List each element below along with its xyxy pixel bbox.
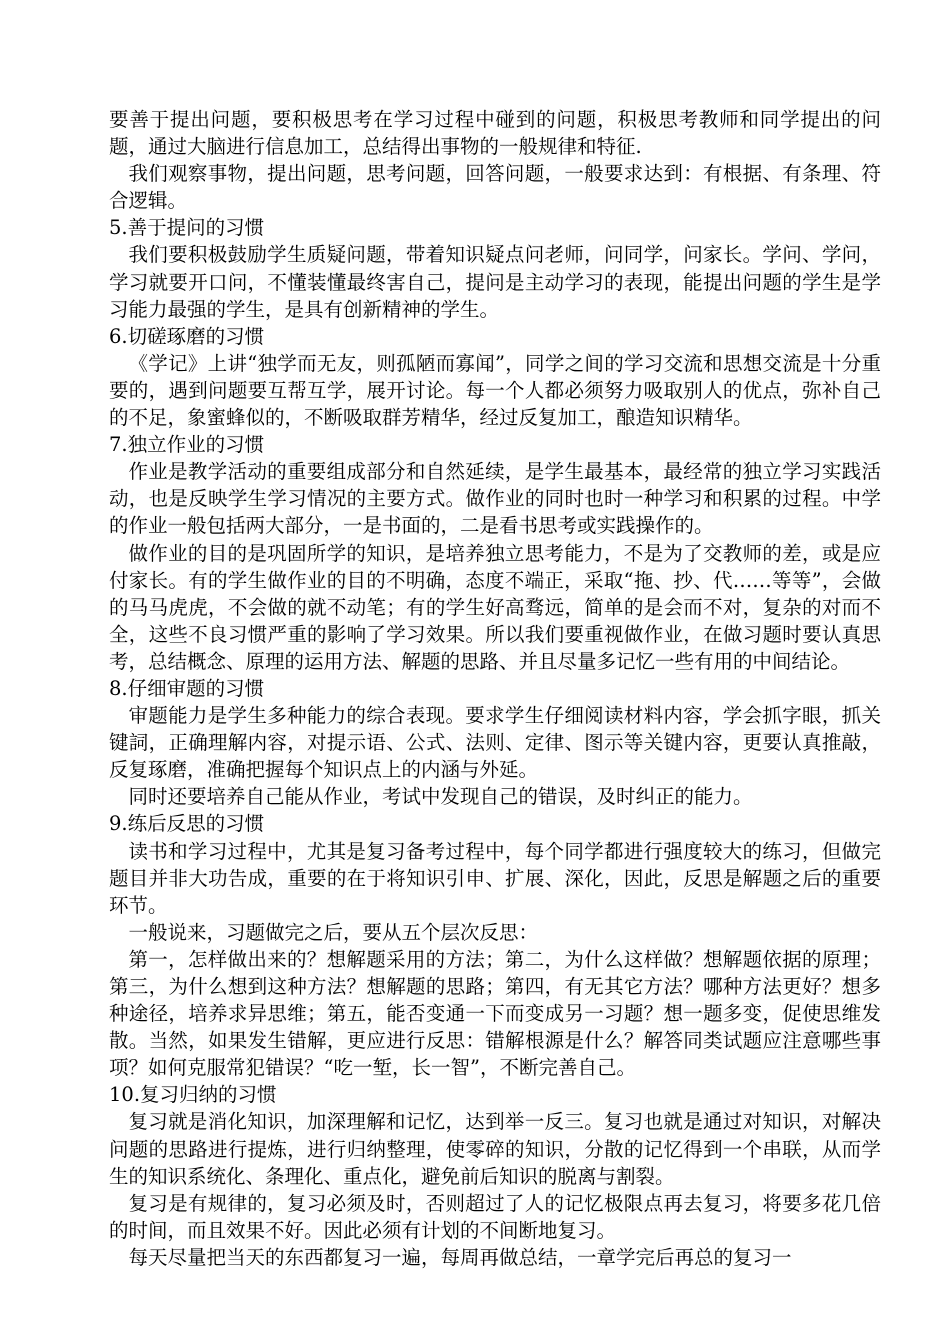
paragraph-reflection-2: 一般说来，习题做完之后，要从五个层次反思： xyxy=(128,920,539,944)
paragraph-observation: 我们观察事物，提出问题，思考问题，回答问题，一般要求达到：有根据、有条理、符合逻辑。 xyxy=(109,162,881,213)
paragraph-intro: 要善于提出问题，要积极思考在学习过程中碰到的问题，积极思考教师和同学提出的问题，通过大脑进行信息加工，总结得出事物的一般规律和特征. xyxy=(109,108,881,159)
paragraph-homework-1: 作业是教学活动的重要组成部分和自然延续，是学生最基本，最经常的独立学习实践活动，也是反映学生学习情况的主要方式。做作业的同时也时一种学习和积累的过程。中学的作业一般包括两大部分，一是书面的，二是看书思考或实践操作的。 xyxy=(109,460,881,538)
section-heading-10: 10.复习归纳的习惯 xyxy=(109,1083,277,1107)
section-heading-8: 8.仔细审题的习惯 xyxy=(109,676,265,700)
document-page xyxy=(109,106,881,1271)
section-heading-9: 9.练后反思的习惯 xyxy=(109,812,265,836)
paragraph-reflection-1: 读书和学习过程中，尤其是复习备考过程中，每个同学都进行强度较大的练习，但做完题目并非大功告成，重要的在于将知识引申、扩展、深化，因此，反思是解题之后的重要环节。 xyxy=(109,839,881,917)
paragraph-review-3: 每天尽量把当天的东西都复习一遍，每周再做总结，一章学完后再总的复习一 xyxy=(128,1245,792,1269)
paragraph-review-1: 复习就是消化知识，加深理解和记忆，达到举一反三。复习也就是通过对知识，对解决问题的思路进行提炼，进行归纳整理，使零碎的知识，分散的记忆得到一个串联，从而学生的知识系统化、条理化、重点化，避免前后知识的脱离与割裂。 xyxy=(109,1110,881,1188)
section-heading-7: 7.独立作业的习惯 xyxy=(109,433,265,457)
paragraph-discussion: 《学记》上讲“独学而无友，则孤陋而寡闻”，同学之间的学习交流和思想交流是十分重要的，遇到问题要互帮互学，展开讨论。每一个人都必须努力吸取别人的优点，弥补自己的不足，象蜜蜂似的，不断吸取群芳精华，经过反复加工，酿造知识精华。 xyxy=(109,351,881,430)
paragraph-questioning: 我们要积极鼓励学生质疑问题，带着知识疑点问老师，问同学，问家长。学问、学问，学习就要开口问，不懂装懂最终害自己，提问是主动学习的表现，能提出问题的学生是学习能力最强的学生，是具有创新精神的学生。 xyxy=(109,243,881,321)
paragraph-review-2: 复习是有规律的，复习必须及时，否则超过了人的记忆极限点再去复习，将要多花几倍的时间，而且效果不好。因此必须有计划的不间断地复习。 xyxy=(109,1191,881,1242)
paragraph-reading-2: 同时还要培养自己能从作业，考试中发现自己的错误，及时纠正的能力。 xyxy=(128,785,753,809)
paragraph-reflection-3: 第一，怎样做出来的？想解题采用的方法；第二，为什么这样做？想解题依据的原理；第三，为什么想到这种方法？想解题的思路；第四，有无其它方法？哪种方法更好？想多种途径，培养求异思维；第五，能否变通一下而变成另一习题？想一题多变，促使思维发散。当然，如果发生错解，更应进行反思：错解根源是什么？解答同类试题应注意哪些事项？如何克服常犯错误？“吃一堑，长一智”，不断完善自己。 xyxy=(109,947,881,1080)
paragraph-homework-2: 做作业的目的是巩固所学的知识，是培养独立思考能力，不是为了交教师的差，或是应付家长。有的学生做作业的目的不明确，态度不端正，采取“拖、抄、代……等等”，会做的马马虎虎，不会做的就不动笔；有的学生好高骛远，简单的是会而不对，复杂的对而不全，这些不良习惯严重的影响了学习效果。所以我们要重视做作业，在做习题时要认真思考，总结概念、原理的运用方法、解题的思路、并且尽量多记忆一些有用的中间结论。 xyxy=(109,541,881,673)
section-heading-5: 5.善于提问的习惯 xyxy=(109,216,265,240)
section-heading-6: 6.切磋琢磨的习惯 xyxy=(109,324,265,348)
paragraph-reading-1: 审题能力是学生多种能力的综合表现。要求学生仔细阅读材料内容，学会抓字眼，抓关键詞，正确理解内容，对提示语、公式、法则、定律、图示等关键内容，更要认真推敲，反复琢磨，准确把握每个知识点上的内涵与外延。 xyxy=(109,704,881,782)
